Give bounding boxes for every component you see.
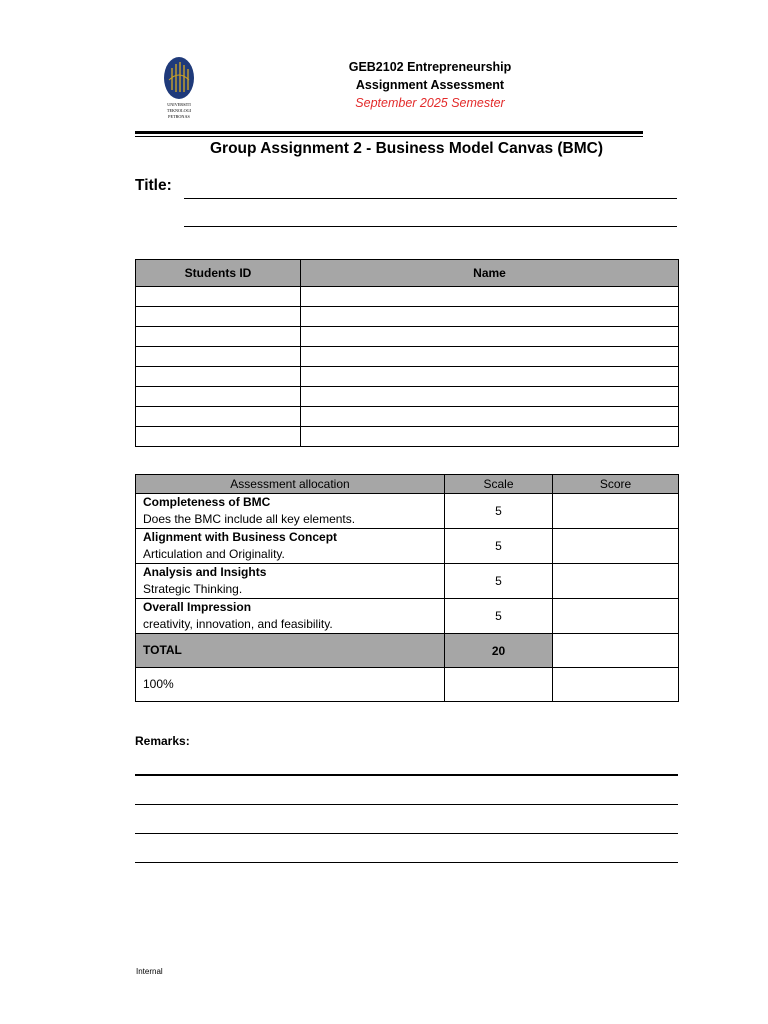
student-name-cell[interactable] bbox=[301, 327, 679, 347]
header-rule-thin bbox=[135, 136, 643, 137]
criterion-cell bbox=[136, 494, 445, 529]
remarks-line-2[interactable] bbox=[135, 804, 678, 805]
svg-text:PETRONAS: PETRONAS bbox=[168, 114, 190, 119]
criterion-description: Strategic Thinking. bbox=[143, 582, 243, 596]
assessment-subtitle: Assignment Assessment bbox=[355, 78, 505, 92]
student-id-cell[interactable] bbox=[136, 287, 301, 307]
criterion-title: Alignment with Business Concept bbox=[143, 530, 338, 544]
score-cell[interactable] bbox=[553, 529, 679, 564]
scale-cell: 5 bbox=[445, 494, 553, 529]
title-input-line-2[interactable] bbox=[184, 226, 677, 227]
scale-header: Scale bbox=[445, 475, 553, 494]
criterion-cell bbox=[136, 529, 445, 564]
student-id-cell[interactable] bbox=[136, 327, 301, 347]
table-row bbox=[136, 427, 679, 447]
student-id-cell[interactable] bbox=[136, 407, 301, 427]
criterion-row bbox=[136, 564, 679, 599]
title-input-line-1[interactable] bbox=[184, 198, 677, 199]
criterion-row bbox=[136, 494, 679, 529]
student-id-cell[interactable] bbox=[136, 427, 301, 447]
criterion-title: Analysis and Insights bbox=[143, 565, 267, 579]
student-name-cell[interactable] bbox=[301, 347, 679, 367]
student-id-cell[interactable] bbox=[136, 387, 301, 407]
total-label: TOTAL bbox=[136, 634, 445, 668]
header-rule-thick bbox=[135, 131, 643, 134]
criterion-cell bbox=[136, 564, 445, 599]
svg-text:UNIVERSITI: UNIVERSITI bbox=[167, 102, 191, 107]
scale-cell: 5 bbox=[445, 529, 553, 564]
table-row bbox=[136, 327, 679, 347]
assignment-title: Group Assignment 2 - Business Model Canvas (BMC) bbox=[209, 140, 603, 157]
total-row bbox=[136, 634, 679, 668]
student-name-cell[interactable] bbox=[301, 427, 679, 447]
total-score-cell[interactable] bbox=[553, 634, 679, 668]
criterion-description: Articulation and Originality. bbox=[143, 547, 285, 561]
percent-row bbox=[136, 668, 679, 702]
university-logo bbox=[158, 56, 200, 122]
percent-score-cell[interactable] bbox=[553, 668, 679, 702]
criterion-title: Completeness of BMC bbox=[143, 495, 271, 509]
student-name-cell[interactable] bbox=[301, 407, 679, 427]
footer-classification: Internal bbox=[136, 967, 163, 976]
students-table bbox=[135, 259, 679, 447]
document-header bbox=[230, 58, 630, 112]
svg-text:TEKNOLOGI: TEKNOLOGI bbox=[166, 108, 192, 113]
table-row bbox=[136, 347, 679, 367]
total-scale: 20 bbox=[445, 634, 553, 668]
student-name-cell[interactable] bbox=[301, 307, 679, 327]
criterion-description: creativity, innovation, and feasibility. bbox=[143, 617, 333, 631]
table-row bbox=[136, 287, 679, 307]
title-label: Title: bbox=[135, 177, 172, 194]
criterion-description: Does the BMC include all key elements. bbox=[143, 512, 356, 526]
assessment-allocation-header: Assessment allocation bbox=[136, 475, 445, 494]
remarks-line-3[interactable] bbox=[135, 833, 678, 834]
remarks-label: Remarks: bbox=[135, 734, 190, 748]
student-name-cell[interactable] bbox=[301, 367, 679, 387]
student-name-cell[interactable] bbox=[301, 287, 679, 307]
percent-label: 100% bbox=[136, 668, 445, 702]
student-id-cell[interactable] bbox=[136, 347, 301, 367]
remarks-line-4[interactable] bbox=[135, 862, 678, 863]
percent-scale-cell bbox=[445, 668, 553, 702]
name-header: Name bbox=[301, 260, 679, 287]
score-cell[interactable] bbox=[553, 564, 679, 599]
table-row bbox=[136, 387, 679, 407]
score-cell[interactable] bbox=[553, 494, 679, 529]
criterion-row bbox=[136, 599, 679, 634]
score-cell[interactable] bbox=[553, 599, 679, 634]
students-id-header: Students ID bbox=[136, 260, 301, 287]
student-id-cell[interactable] bbox=[136, 307, 301, 327]
student-name-cell[interactable] bbox=[301, 387, 679, 407]
criterion-cell bbox=[136, 599, 445, 634]
remarks-line-1[interactable] bbox=[135, 774, 678, 776]
table-row bbox=[136, 367, 679, 387]
table-row bbox=[136, 407, 679, 427]
scale-cell: 5 bbox=[445, 564, 553, 599]
course-title: GEB2102 Entrepreneurship bbox=[348, 60, 512, 74]
scale-cell: 5 bbox=[445, 599, 553, 634]
semester-label: September 2025 Semester bbox=[355, 96, 505, 110]
student-id-cell[interactable] bbox=[136, 367, 301, 387]
criterion-title: Overall Impression bbox=[143, 600, 252, 614]
criterion-row bbox=[136, 529, 679, 564]
assessment-table bbox=[135, 474, 679, 702]
score-header: Score bbox=[553, 475, 679, 494]
table-row bbox=[136, 307, 679, 327]
